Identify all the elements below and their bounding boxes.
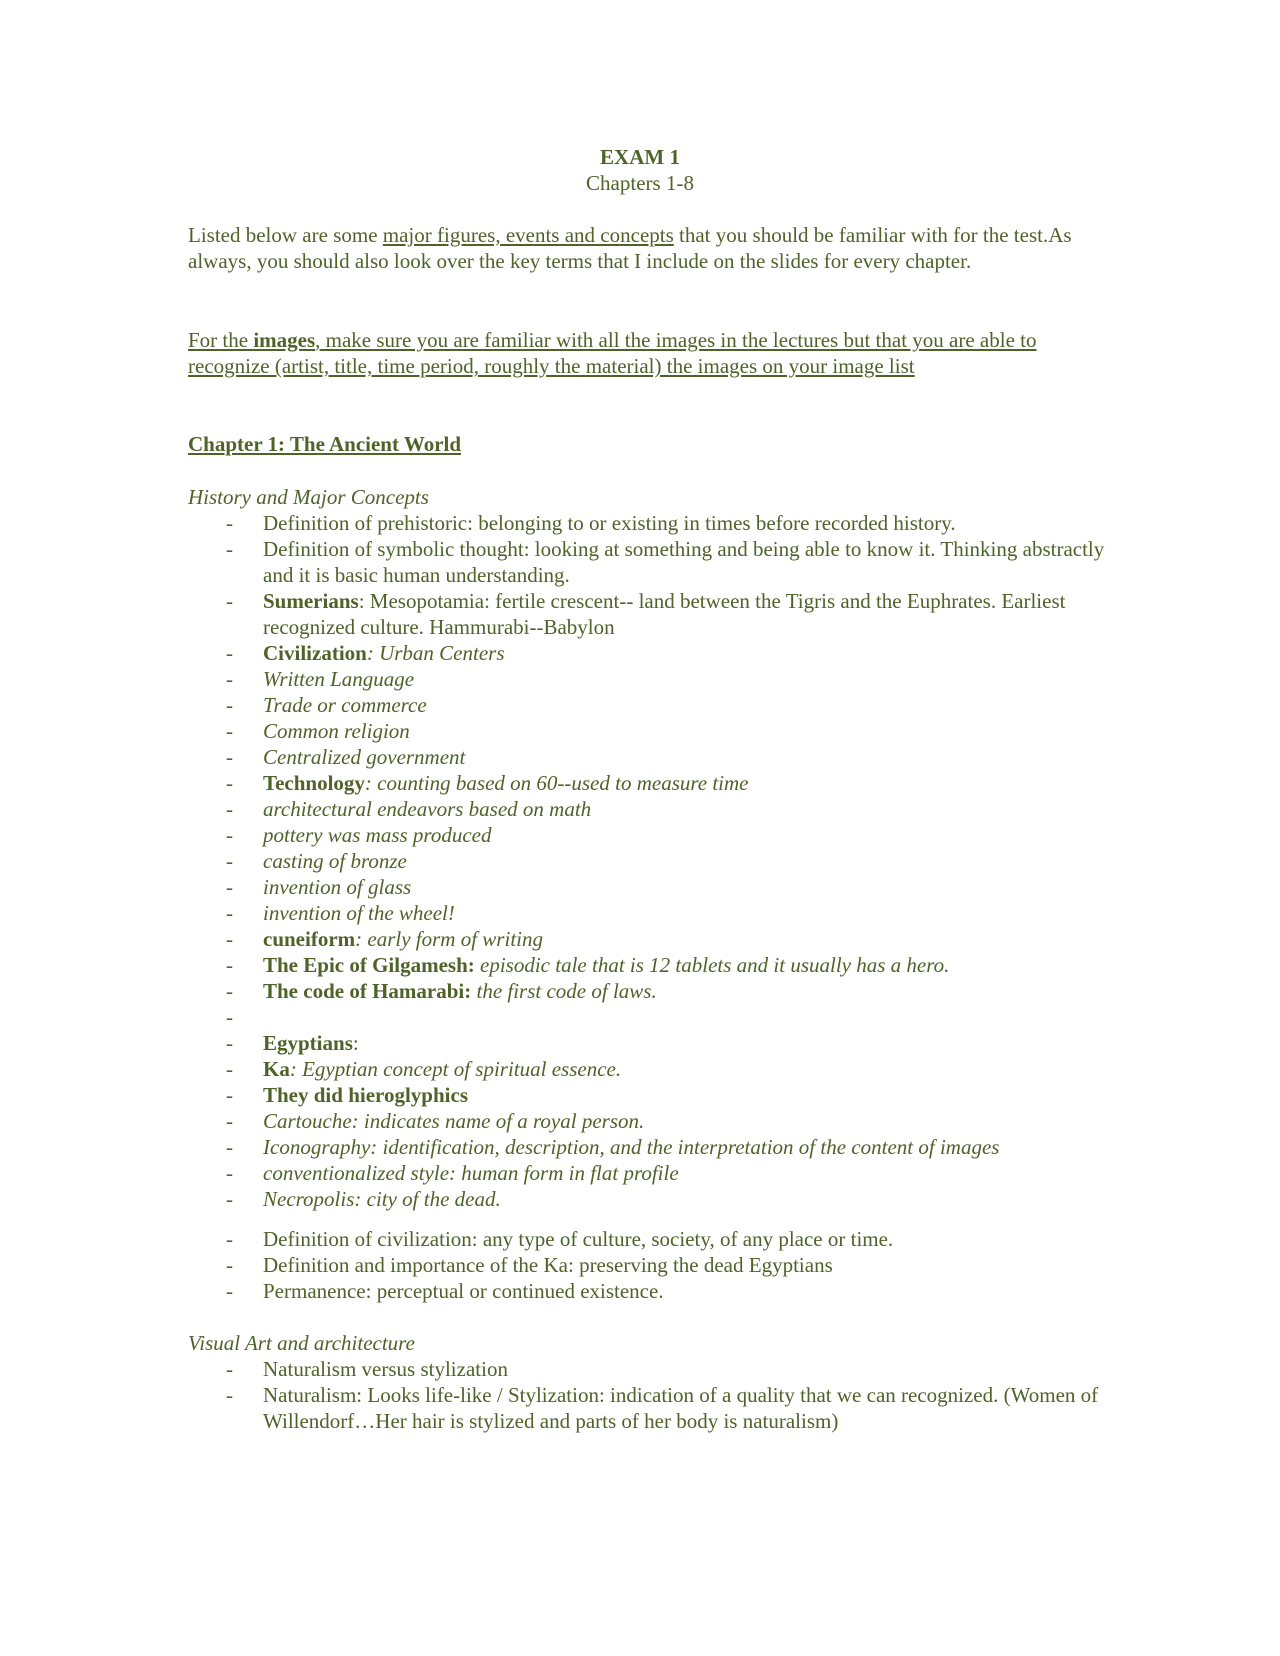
list-dash: - <box>226 823 233 847</box>
list-dash: - <box>226 1109 233 1133</box>
list-item <box>188 1056 1108 1082</box>
list-item-text: : Egyptian concept of spiritual essence. <box>289 1057 622 1081</box>
list-dash: - <box>226 1187 233 1211</box>
list-item <box>188 1134 1108 1160</box>
list-item <box>188 1186 1108 1212</box>
list-item <box>188 796 1108 822</box>
list-item-text: invention of the wheel! <box>263 901 455 925</box>
list-item-text: Centralized government <box>263 745 466 769</box>
list-item <box>188 1160 1108 1186</box>
list-item-text: pottery was mass produced <box>263 823 492 847</box>
intro-text-after: that you should be familiar with for the test.As always, you should also look over the key terms that I include on the slides for every chapter. <box>188 223 1072 273</box>
list-dash: - <box>226 927 233 951</box>
list-dash: - <box>226 1253 233 1277</box>
list-dash: - <box>226 875 233 899</box>
list-item-text: Naturalism: Looks life-like / Stylization: indication of a quality that we can recognized. (Women of Willendorf…Her hair is stylized and parts of her body is naturalism) <box>263 1383 1099 1433</box>
intro-paragraph <box>188 222 1108 274</box>
list-item <box>188 848 1108 874</box>
list-item <box>188 926 1108 952</box>
list-dash: - <box>226 1005 233 1029</box>
list-item-text: Definition of symbolic thought: looking at something and being able to know it. Thinking abstractly and it is basic human understanding. <box>263 537 1105 587</box>
images-note-after: , make sure you are familiar with all the images in the lectures but that you are able to recognize (artist, title, time period, roughly the material) the images on your image list <box>188 328 1037 378</box>
list-item-text: casting of bronze <box>263 849 407 873</box>
list-dash: - <box>226 797 233 821</box>
intro-text-before: Listed below are some <box>188 223 383 247</box>
list-dash: - <box>226 745 233 769</box>
images-note <box>188 327 1108 379</box>
definitions-list <box>188 1226 1108 1304</box>
list-item-text: Trade or commerce <box>263 693 427 717</box>
list-item-text: Definition of civilization: any type of culture, society, of any place or time. <box>263 1227 894 1251</box>
list-item-text: : counting based on 60--used to measure time <box>364 771 749 795</box>
list-dash: - <box>226 849 233 873</box>
images-note-before: For the <box>188 328 254 352</box>
list-dash: - <box>226 667 233 691</box>
list-item <box>188 952 1108 978</box>
list-item <box>188 1226 1108 1252</box>
list-dash: - <box>226 1161 233 1185</box>
images-note-bold: images <box>253 328 316 352</box>
list-item-term: Egyptians <box>263 1031 353 1055</box>
list-item-text: Definition and importance of the Ka: preserving the dead Egyptians <box>263 1253 833 1277</box>
list-item <box>188 588 1108 640</box>
list-item <box>188 900 1108 926</box>
intro-underlined-text: major figures, events and concepts <box>382 223 674 247</box>
list-item-text: Naturalism versus stylization <box>263 1357 508 1381</box>
list-item-term: Sumerians <box>263 589 359 613</box>
list-dash: - <box>226 1083 233 1107</box>
list-item-term: Ka <box>263 1057 290 1081</box>
chapter-heading: Chapter 1: The Ancient World <box>188 432 462 456</box>
list-item <box>188 1108 1108 1134</box>
list-item-term: cuneiform <box>263 927 356 951</box>
list-item <box>188 1252 1108 1278</box>
list-item-text: Permanence: perceptual or continued existence. <box>263 1279 664 1303</box>
list-dash: - <box>226 1357 233 1381</box>
list-item-text: the first code of laws. <box>471 979 657 1003</box>
list-item <box>188 1382 1108 1434</box>
list-item <box>188 744 1108 770</box>
list-dash: - <box>226 1135 233 1159</box>
list-item-text: invention of glass <box>263 875 412 899</box>
list-item-text: : Urban Centers <box>366 641 505 665</box>
list-item-term: The code of Hamarabi: <box>263 979 472 1003</box>
list-item <box>188 640 1108 666</box>
list-item-text: architectural endeavors based on math <box>263 797 592 821</box>
list-dash: - <box>226 1227 233 1251</box>
exam-subtitle: Chapters 1-8 <box>586 171 694 195</box>
list-item-text: episodic tale that is 12 tablets and it usually has a hero. <box>474 953 950 977</box>
section-heading-visual-art: Visual Art and architecture <box>188 1331 415 1355</box>
visual-art-list <box>188 1356 1108 1434</box>
list-item-text: : <box>352 1031 359 1055</box>
list-item-term: They did hieroglyphics <box>263 1083 468 1107</box>
exam-title: EXAM 1 <box>600 145 680 169</box>
history-concepts-list <box>188 510 1108 1212</box>
list-item-text: Necropolis: city of the dead. <box>263 1187 501 1211</box>
list-item <box>188 770 1108 796</box>
list-item <box>188 510 1108 536</box>
section-heading-history: History and Major Concepts <box>188 485 429 509</box>
list-item-text: : early form of writing <box>355 927 543 951</box>
list-dash: - <box>226 953 233 977</box>
list-dash: - <box>226 589 233 613</box>
list-item <box>188 666 1108 692</box>
list-item <box>188 1356 1108 1382</box>
list-item-text: Iconography: identification, description, and the interpretation of the content of images <box>263 1135 1000 1159</box>
list-dash: - <box>226 771 233 795</box>
list-item-term: Civilization <box>263 641 367 665</box>
list-item-text: Common religion <box>263 719 410 743</box>
list-dash: - <box>226 1279 233 1303</box>
list-item-text: : Mesopotamia: fertile crescent-- land between the Tigris and the Euphrates. Earliest recognized culture. Hammurabi--Babylon <box>263 589 1066 639</box>
list-dash: - <box>226 719 233 743</box>
list-item <box>188 692 1108 718</box>
list-dash: - <box>226 537 233 561</box>
list-dash: - <box>226 641 233 665</box>
list-item <box>188 1030 1108 1056</box>
list-dash: - <box>226 1057 233 1081</box>
list-item <box>188 1278 1108 1304</box>
list-item <box>188 1004 1108 1030</box>
list-item-text: conventionalized style: human form in flat profile <box>263 1161 679 1185</box>
list-item <box>188 718 1108 744</box>
list-dash: - <box>226 693 233 717</box>
list-dash: - <box>226 1383 233 1407</box>
list-dash: - <box>226 901 233 925</box>
list-item <box>188 978 1108 1004</box>
list-item-term: Technology <box>263 771 365 795</box>
list-dash: - <box>226 1031 233 1055</box>
list-item-text: Written Language <box>263 667 415 691</box>
list-dash: - <box>226 979 233 1003</box>
list-dash: - <box>226 511 233 535</box>
list-item <box>188 874 1108 900</box>
list-item <box>188 822 1108 848</box>
list-item <box>188 1082 1108 1108</box>
list-item-text: Cartouche: indicates name of a royal person. <box>263 1109 645 1133</box>
list-item <box>188 536 1108 588</box>
list-item-text: Definition of prehistoric: belonging to or existing in times before recorded history. <box>263 511 956 535</box>
list-item-term: The Epic of Gilgamesh: <box>263 953 475 977</box>
